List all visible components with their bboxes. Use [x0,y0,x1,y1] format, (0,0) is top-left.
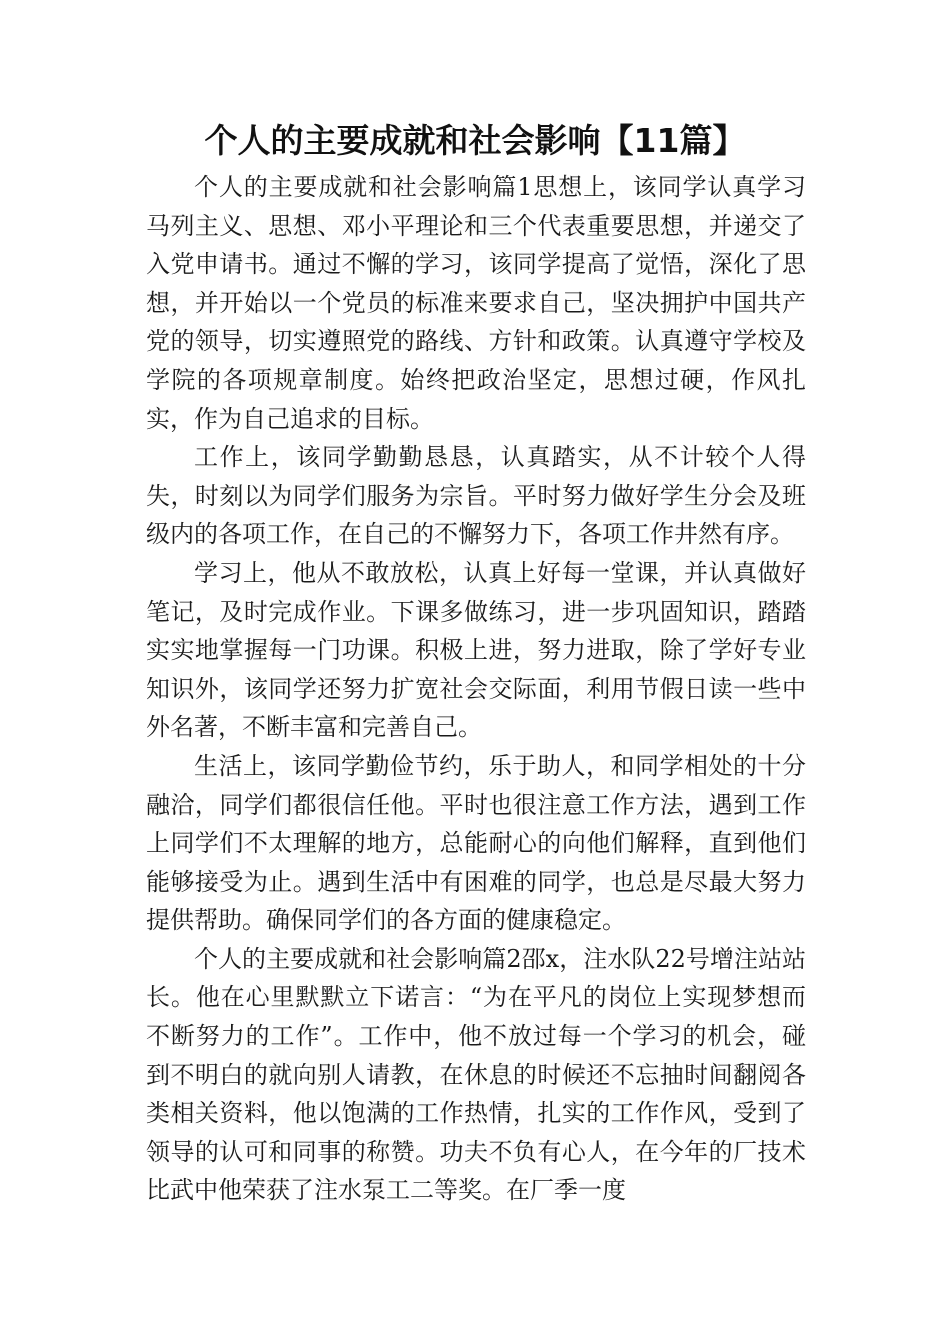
paragraph-5: 个人的主要成就和社会影响篇2邵x，注水队22号增注站站长。他在心里默默立下诺言：“为在平凡的岗位上实现梦想而不断努力的工作”。工作中，他不放过每一个学习的机会，碰到不明白的就向别人请教，在休息的时候还不忘抽时间翻阅各类相关资料，他以饱满的工作热情，扎实的工作作风，受到了领导的认可和同事的称赞。功夫不负有心人，在今年的厂技术比武中他荣获了注水泵工二等奖。在厂季一度 [146,944,806,1205]
paragraph-3: 学习上，他从不敢放松，认真上好每一堂课，并认真做好笔记，及时完成作业。下课多做练习，进一步巩固知识，踏踏实实地掌握每一门功课。积极上进，努力进取，除了学好专业知识外，该同学还努力扩宽社会交际面，利用节假日读一些中外名著，不断丰富和完善自己。 [146,558,806,742]
document-title: 个人的主要成就和社会影响【11篇】 [204,121,746,160]
paragraph-1: 个人的主要成就和社会影响篇1思想上，该同学认真学习马列主义、思想、邓小平理论和三个代表重要思想，并递交了入党申请书。通过不懈的学习，该同学提高了觉悟，深化了思想，并开始以一个党员的标准来要求自己，坚决拥护中国共产党的领导，切实遵照党的路线、方针和政策。认真遵守学校及学院的各项规章制度。始终把政治坚定，思想过硬，作风扎实，作为自己追求的目标。 [146,173,806,433]
document-body [146,168,806,1210]
paragraph-4: 生活上，该同学勤俭节约，乐于助人，和同学相处的十分融洽，同学们都很信任他。平时也很注意工作方法，遇到工作上同学们不太理解的地方，总能耐心的向他们解释，直到他们能够接受为止。遇到生活中有困难的同学，也总是尽最大努力提供帮助。确保同学们的各方面的健康稳定。 [146,751,806,935]
paragraph-2: 工作上，该同学勤勤恳恳，认真踏实，从不计较个人得失，时刻以为同学们服务为宗旨。平时努力做好学生分会及班级内的各项工作，在自己的不懈努力下，各项工作井然有序。 [146,443,806,549]
